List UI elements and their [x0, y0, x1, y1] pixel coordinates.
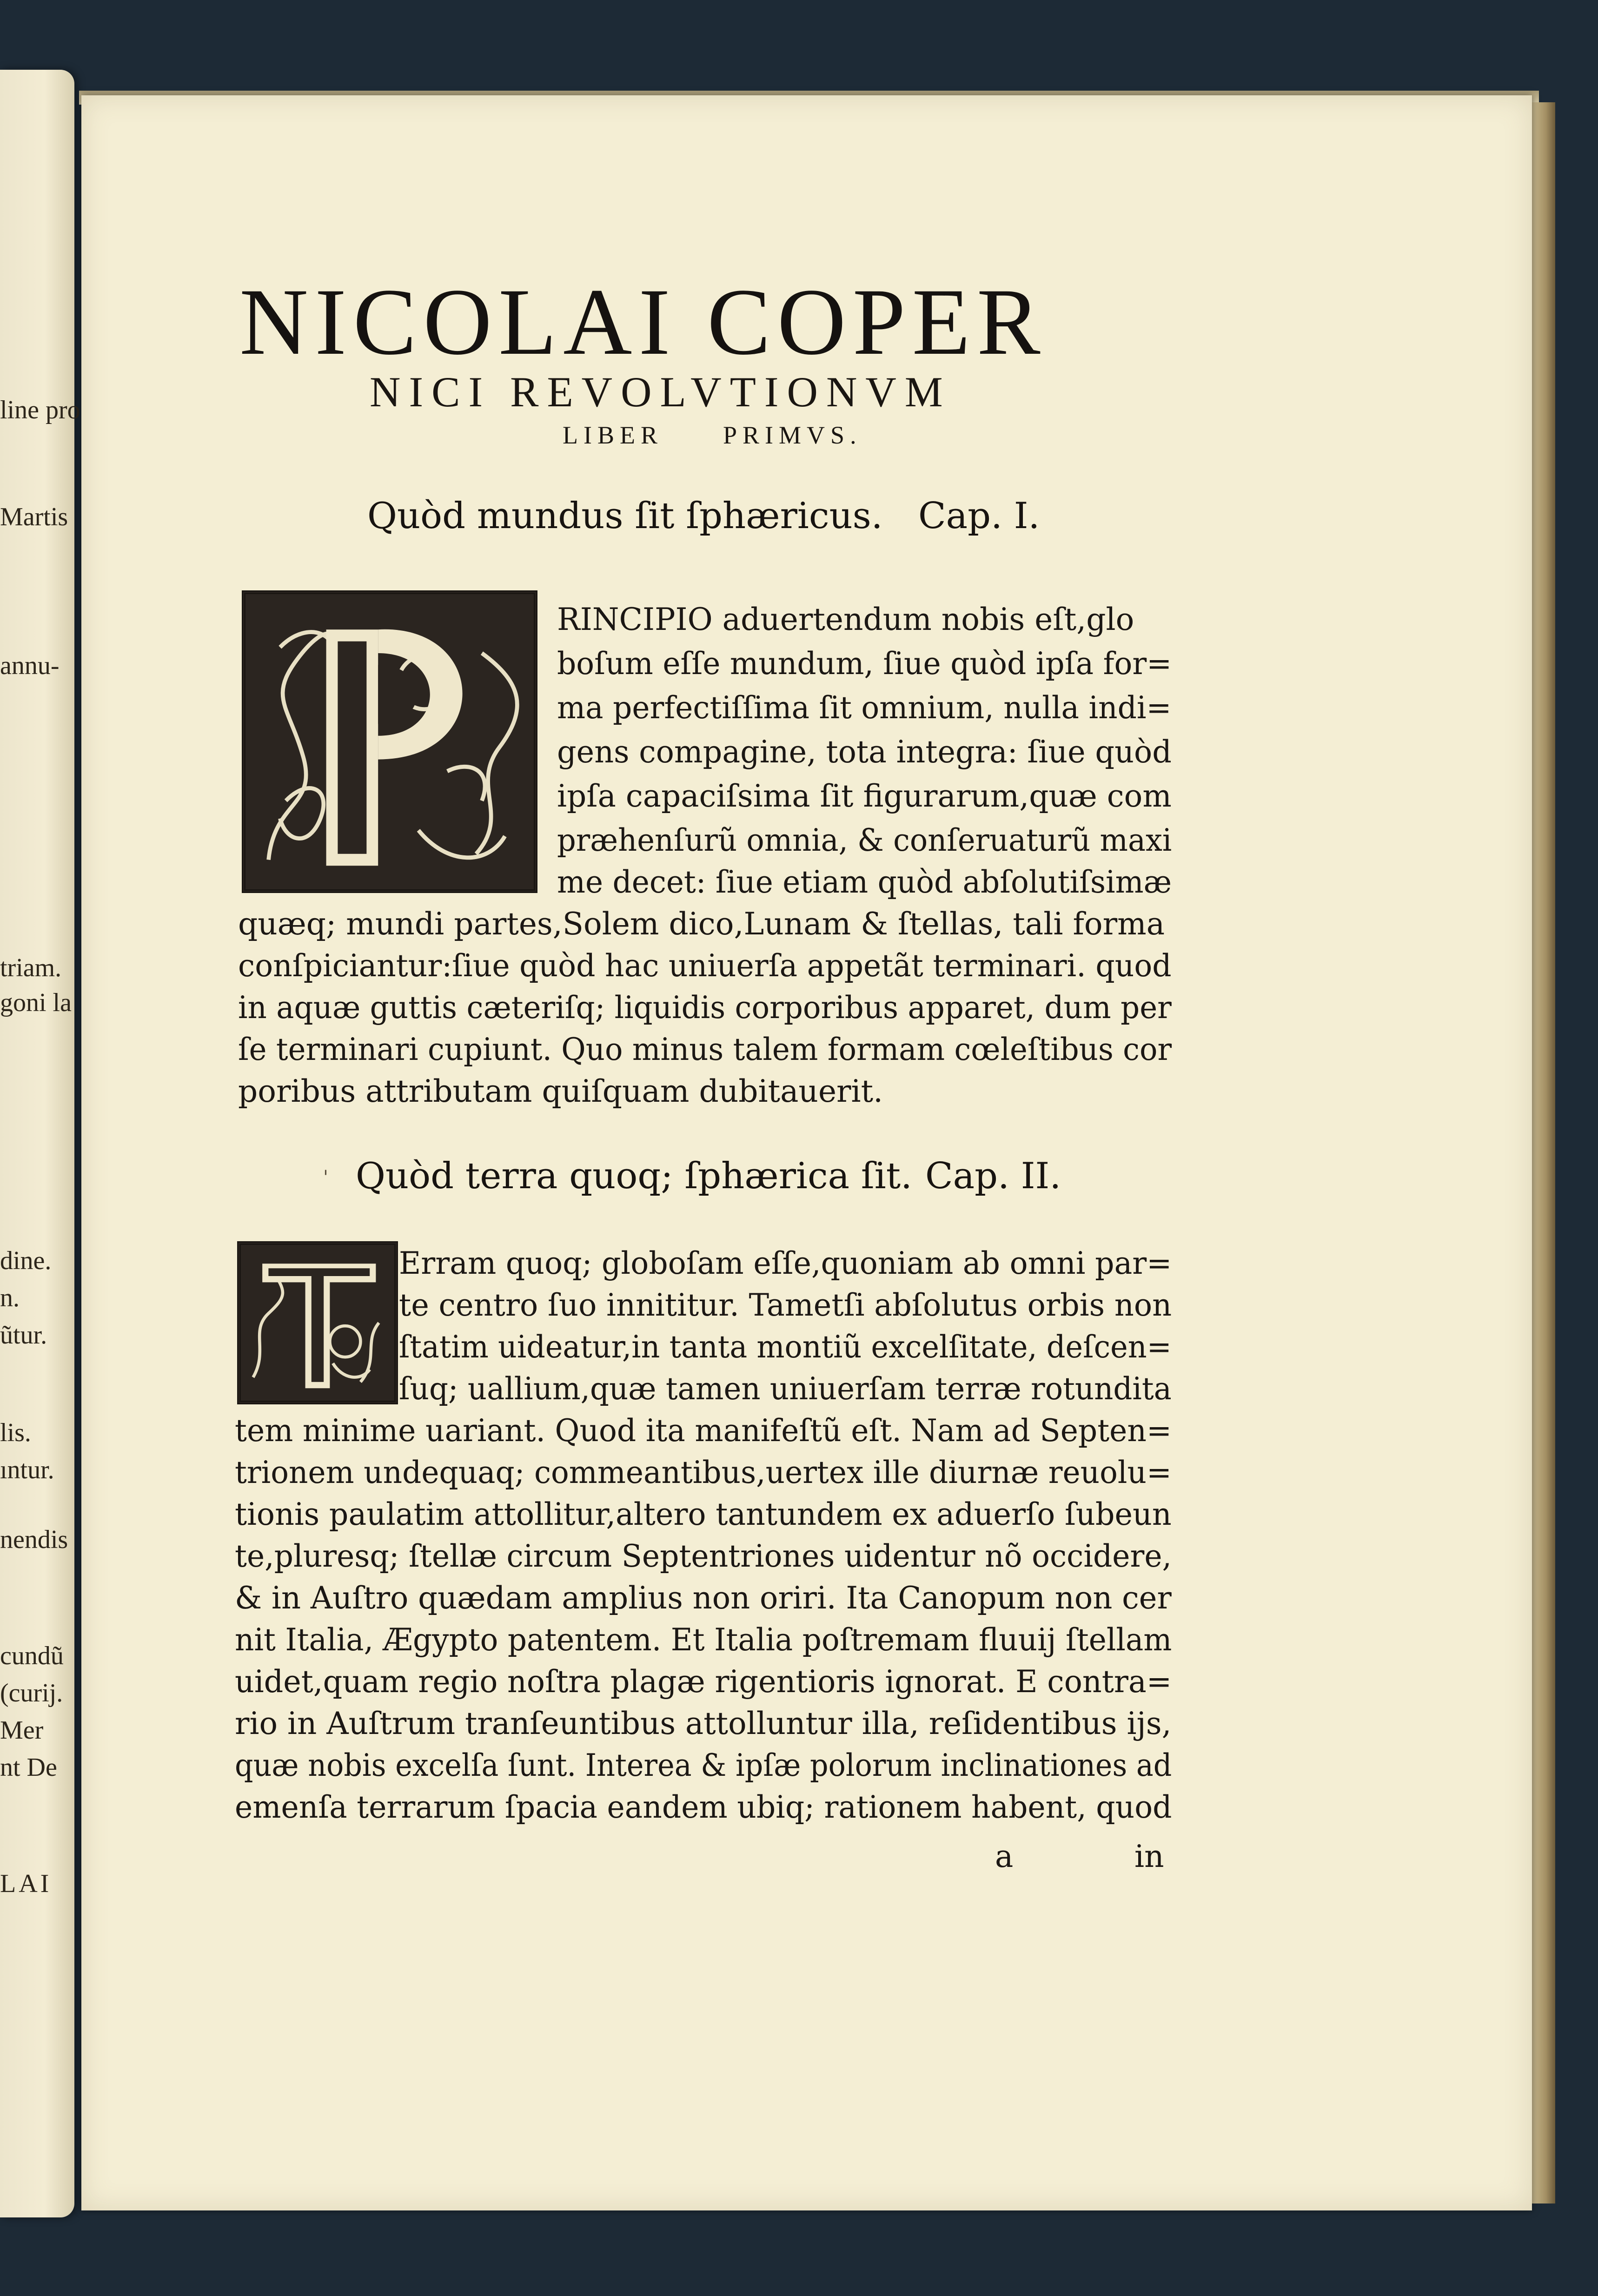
margin-word: triam.: [0, 953, 62, 982]
margin-word: n.: [0, 1284, 20, 1312]
chapter-1-line: me decet: ſiue etiam quòd abſolutiſsimæ: [557, 864, 1172, 900]
chapter-2-line: te,pluresq; ſtellæ circum Septentriones uidentur nõ occidere,: [235, 1538, 1172, 1574]
chapter-1-line: boſum eſſe mundum, ſiue quòd ipſa for=: [557, 646, 1172, 682]
chapter-1-number: Cap. I.: [918, 495, 1040, 537]
chapter-2-line: ſuq; uallium,quæ tamen uniuerſam terræ rotundita: [399, 1371, 1172, 1407]
margin-word: (curij.: [0, 1679, 63, 1707]
chapter-1-line: in aquæ guttis cæteriſq; liquidis corporibus apparet, dum per: [238, 990, 1172, 1026]
margin-word: lis.: [0, 1418, 31, 1447]
margin-word: ũtur.: [0, 1321, 47, 1350]
chapter-1-line: quæq; mundi partes,Solem dico,Lunam & ſtellas, tali forma: [238, 906, 1165, 942]
chapter-2-heading: Quòd terra quoq; ſphærica ſit.: [356, 1155, 912, 1197]
chapter-2-line: uidet,quam regio noſtra plagæ rigentioris ignorat. E contra=: [235, 1664, 1172, 1700]
chapter-2-line: nit Italia, Ægypto patentem. Et Italia poſtremam fluuij ſtellam: [235, 1622, 1172, 1658]
chapter-2-line: emenſa terrarum ſpacia eandem ubiq; rationem habent, quod: [235, 1789, 1172, 1825]
page-title: NICOLAI COPER: [239, 269, 1047, 375]
page-subtitle: NICI REVOLVTIONVM: [370, 368, 951, 416]
chapter-1-line: ipſa capaciſsima ſit figurarum,quæ com: [557, 778, 1172, 814]
chapter-2-line: Erram quoq; globoſam eſſe,quoniam ab omni par=: [399, 1245, 1172, 1281]
chapter-1-line: præhenſurũ omnia, & conſeruaturũ maxi: [557, 822, 1172, 858]
catchword: in: [1134, 1839, 1164, 1874]
chapter-2-line: quæ nobis excelſa ſunt. Interea & ipſæ polorum inclinationes ad: [235, 1747, 1172, 1783]
chapter-2-line: ſtatim uideatur,in tanta montiũ excelſitate, deſcen=: [399, 1329, 1172, 1365]
margin-word: dine.: [0, 1246, 52, 1275]
stray-mark: ': [323, 1167, 328, 1188]
decorated-initial-p: [242, 590, 537, 893]
chapter-1-heading: Quòd mundus ſit ſphæricus.: [367, 495, 883, 537]
margin-word: Mer: [0, 1716, 44, 1745]
margin-word: Martis: [0, 503, 68, 531]
margin-word: LAI: [0, 1869, 52, 1898]
chapter-2-line: tionis paulatim attollitur,altero tantundem ex aduerſo ſubeun: [235, 1496, 1172, 1532]
chapter-2-number: Cap. II.: [925, 1155, 1061, 1197]
chapter-1-line: gens compagine, tota integra: ſiue quòd: [557, 734, 1172, 770]
chapter-2-line: trionem undequaq; commeantibus,uertex ille diurnæ reuolu=: [235, 1455, 1172, 1490]
page-fore-edge: [1532, 102, 1555, 2203]
liber-label: LIBER: [563, 421, 663, 449]
chapter-1-line: RINCIPIO aduertendum nobis eſt,glo: [557, 602, 1134, 637]
chapter-1-line: conſpiciantur:ſiue quòd hac uniuerſa appetãt terminari. quod: [238, 948, 1172, 984]
chapter-2-line: tem minime uariant. Quod ita manifeſtũ eſt. Nam ad Septen=: [235, 1413, 1172, 1449]
woodcut-ornament-icon: [245, 594, 534, 889]
signature-mark: a: [995, 1839, 1014, 1874]
decorated-initial-t: [237, 1241, 398, 1404]
woodcut-ornament-icon: [241, 1245, 394, 1401]
margin-word: nendis: [0, 1525, 68, 1554]
chapter-2-line: & in Auſtro quædam amplius non oriri. Ita Canopum non cer: [235, 1580, 1172, 1616]
primus-label: PRIMVS.: [723, 421, 862, 449]
margin-word: nt De: [0, 1753, 57, 1782]
chapter-2-line: te centro ſuo innititur. Tametſi abſolutus orbis non: [399, 1287, 1172, 1323]
margin-word: line pro: [0, 396, 80, 424]
chapter-1-line: ſe terminari cupiunt. Quo minus talem formam cœleſtibus cor: [238, 1032, 1172, 1067]
chapter-2-line: rio in Auſtrum tranſeuntibus attolluntur illa, reſidentibus ijs,: [235, 1706, 1172, 1741]
margin-word: ıntur.: [0, 1456, 54, 1484]
margin-word: goni la: [0, 988, 72, 1017]
margin-word: annu-: [0, 651, 60, 680]
chapter-1-line: ma perfectiſſima ſit omnium, nulla indi=: [557, 690, 1172, 726]
chapter-1-line: poribus attributam quiſquam dubitauerit.: [238, 1073, 883, 1109]
margin-word: cundũ: [0, 1641, 64, 1670]
facing-page: [0, 70, 80, 2217]
